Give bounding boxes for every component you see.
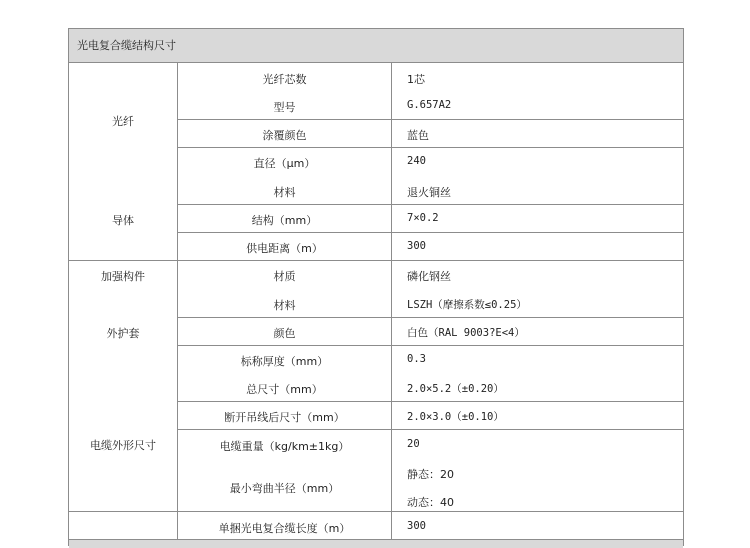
param-name: 断开吊线后尺寸（mm）	[224, 411, 345, 424]
param-value: 2.0×3.0（±0.10）	[407, 411, 504, 423]
param-value: 2.0×5.2（±0.20）	[407, 383, 504, 395]
row-divider	[177, 147, 683, 148]
param-value: 1芯	[407, 73, 425, 86]
param-value: G.657A2	[407, 99, 452, 111]
group-label-conductor: 导体	[112, 214, 134, 227]
param-name: 颜色	[273, 327, 296, 340]
spec-table	[68, 28, 684, 546]
row-divider	[177, 204, 683, 205]
row-divider	[177, 232, 683, 233]
param-name: 材质	[273, 270, 296, 283]
param-name: 供电距离（m）	[246, 242, 323, 255]
row-divider	[69, 260, 683, 261]
param-value: 240	[407, 155, 426, 167]
param-value: LSZH（摩擦系数≤0.25）	[407, 299, 527, 311]
row-divider	[177, 119, 683, 120]
column-divider-2	[391, 63, 392, 539]
param-value: 蓝色	[407, 129, 429, 142]
row-divider	[177, 317, 683, 318]
param-name: 标称厚度（mm）	[240, 355, 329, 368]
param-name: 单捆光电复合缆长度（m）	[218, 522, 351, 535]
param-value: 7×0.2	[407, 212, 439, 224]
param-value-dynamic: 动态：40	[407, 496, 454, 509]
param-name: 结构（mm）	[251, 214, 318, 227]
param-value: 磷化钢丝	[407, 270, 451, 283]
param-name: 最小弯曲半径（mm）	[229, 482, 340, 495]
param-value: 0.3	[407, 353, 426, 365]
param-name: 电缆重量（kg/km±1kg）	[219, 440, 350, 453]
group-label-sheath: 外护套	[106, 327, 140, 340]
param-value-static: 静态：20	[407, 468, 454, 481]
group-label-dimensions: 电缆外形尺寸	[90, 439, 156, 452]
param-value: 退火铜丝	[407, 186, 451, 199]
param-value: 300	[407, 520, 426, 532]
param-value: 白色（RAL 9003?E<4）	[407, 327, 525, 339]
param-name: 涂覆颜色	[262, 129, 307, 142]
param-name: 直径（μm）	[253, 157, 316, 170]
group-label-fiber: 光纤	[112, 115, 134, 128]
row-divider	[177, 429, 683, 430]
table-title: 光电复合缆结构尺寸	[69, 29, 683, 63]
param-name: 型号	[273, 101, 296, 114]
param-name: 材料	[273, 186, 296, 199]
group-label-strength: 加强构件	[101, 270, 145, 283]
param-value: 20	[407, 438, 420, 450]
param-name: 总尺寸（mm）	[246, 383, 323, 396]
row-divider	[177, 401, 683, 402]
row-divider	[177, 345, 683, 346]
param-value: 300	[407, 240, 426, 252]
param-name: 材料	[273, 299, 296, 312]
table-footer-bar	[69, 539, 683, 548]
param-name: 光纤芯数	[262, 73, 307, 86]
row-divider	[69, 511, 683, 512]
